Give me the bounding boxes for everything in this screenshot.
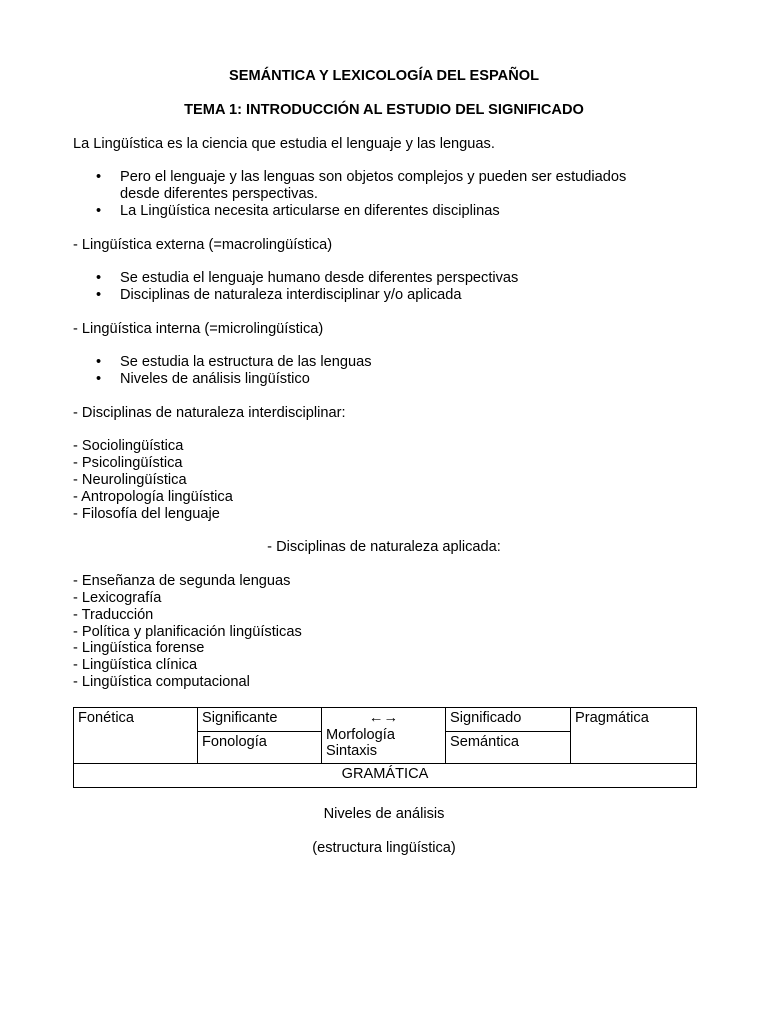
bullet-text: Disciplinas de naturaleza interdisciplinar y/o aplicada [120, 287, 462, 303]
external-heading: - Lingüística externa (=macrolingüística) [73, 237, 333, 253]
bullet-text: Pero el lenguaje y las lenguas son objetos complejos y pueden ser estudiados [120, 169, 627, 185]
applied-heading: - Disciplinas de naturaleza aplicada: [267, 539, 501, 555]
list-item: - Antropología lingüística [73, 489, 233, 505]
bullet-glyph: • [96, 371, 102, 387]
bullet-glyph: • [96, 354, 102, 370]
cell-gramatica: GRAMÁTICA [74, 764, 697, 788]
bullet-text: La Lingüística necesita articularse en diferentes disciplinas [120, 203, 500, 219]
list-item: - Enseñanza de segunda lenguas [73, 573, 291, 589]
list-item: - Política y planificación lingüísticas [73, 624, 302, 640]
bullet-glyph: • [96, 169, 102, 185]
bullet-text: Se estudia el lenguaje humano desde diferentes perspectivas [120, 270, 519, 286]
bullet-glyph: • [96, 203, 102, 219]
intro-paragraph: La Lingüística es la ciencia que estudia el lenguaje y las lenguas. [73, 136, 495, 152]
bullet-glyph: • [96, 287, 102, 303]
label-morfologia: Morfología [326, 726, 395, 743]
list-item: - Neurolingüística [73, 472, 187, 488]
list-item: - Traducción [73, 607, 154, 623]
topic-title: TEMA 1: INTRODUCCIÓN AL ESTUDIO DEL SIGNIFICADO [184, 102, 584, 118]
cell-pragmatica: Pragmática [571, 708, 697, 764]
list-item: - Lingüística clínica [73, 657, 198, 673]
cell-significado: Significado [446, 708, 571, 732]
internal-heading: - Lingüística interna (=microlingüística) [73, 321, 324, 337]
cell-semantica: Semántica [446, 732, 571, 764]
list-item: - Lexicografía [73, 590, 162, 606]
cell-fonologia: Fonología [198, 732, 322, 764]
course-title: SEMÁNTICA Y LEXICOLOGÍA DEL ESPAÑOL [228, 68, 540, 84]
list-item: - Lingüística forense [73, 640, 205, 656]
interdisciplinary-heading: - Disciplinas de naturaleza interdisciplinar: [73, 405, 346, 421]
bidirectional-arrow-icon: ←→ [368, 710, 399, 726]
bullet-text: Se estudia la estructura de las lenguas [120, 354, 372, 370]
label-sintaxis: Sintaxis [326, 743, 378, 760]
bullet-glyph: • [96, 270, 102, 286]
list-item: - Sociolingüística [73, 438, 184, 454]
levels-table [73, 707, 697, 788]
cell-fonetica: Fonética [74, 708, 198, 764]
table-caption-title: Niveles de análisis [323, 806, 445, 822]
list-item: - Filosofía del lenguaje [73, 506, 220, 522]
list-item: - Lingüística computacional [73, 674, 250, 690]
list-item: - Psicolingüística [73, 455, 183, 471]
cell-morfosintaxis [322, 708, 446, 764]
cell-significante: Significante [198, 708, 322, 732]
table-caption-subtitle: (estructura lingüística) [312, 840, 456, 856]
bullet-text-continuation: desde diferentes perspectivas. [120, 186, 318, 202]
bullet-text: Niveles de análisis lingüístico [120, 371, 310, 387]
